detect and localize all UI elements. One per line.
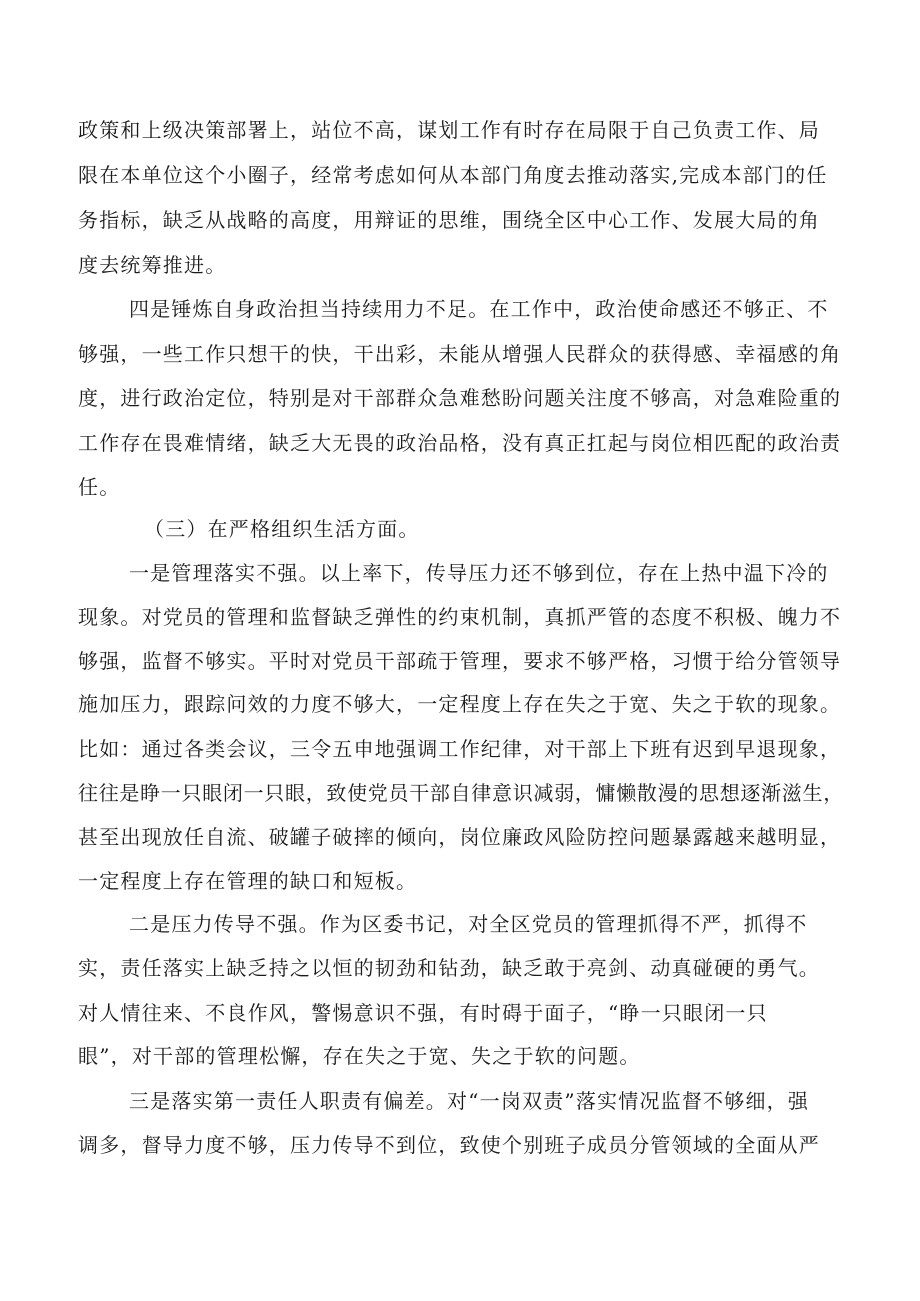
section-heading: （三）在严格组织生活方面。 (144, 517, 420, 541)
text-line: 工作存在畏难情绪，缺乏大无畏的政治品格，没有真正扛起与岗位相匹配的政治责 (78, 431, 842, 455)
text-line: 比如：通过各类会议，三令五申地强调工作纪律，对干部上下班有迟到早退现象， (78, 737, 842, 761)
text-line: 一是管理落实不强。以上率下，传导压力还不够到位，存在上热中温下冷的 (129, 561, 829, 585)
text-line: 务指标，缺乏从战略的高度，用辩证的思维，围绕全区中心工作、发展大局的角 (78, 208, 820, 232)
text-line: 现象。对党员的管理和监督缺乏弹性的约束机制，真抓严管的态度不积极、魄力不 (78, 605, 842, 629)
text-line: 往往是睁一只眼闭一只眼，致使党员干部自律意识减弱，慵懒散漫的思想逐渐滋生， (78, 781, 844, 805)
text-line: 甚至出现放任自流、破罐子破摔的倾向，岗位廉政风险防控问题暴露越来越明显， (78, 825, 842, 849)
text-line: 三是落实第一责任人职责有偏差。对“一岗双责”落实情况监督不够细，强 (129, 1089, 810, 1113)
text-line: 够强，一些工作只想干的快，干出彩，未能从增强人民群众的获得感、幸福感的角 (78, 342, 842, 366)
text-line: 眼”，对干部的管理松懈，存在失之于宽、失之于软的问题。 (78, 1044, 641, 1068)
text-line: 政策和上级决策部署上，站位不高，谋划工作有时存在局限于自己负责工作、局 (78, 118, 820, 142)
text-line: 一定程度上存在管理的缺口和短板。 (78, 869, 418, 893)
text-line: 四是锤炼自身政治担当持续用力不足。在工作中，政治使命感还不够正、不 (129, 297, 829, 321)
text-line: 二是压力传导不强。作为区委书记，对全区党员的管理抓得不严，抓得不 (129, 912, 808, 936)
text-line: 施加压力，跟踪问效的力度不够大，一定程度上存在失之于宽、失之于软的现象。 (78, 692, 842, 716)
text-line: 任。 (78, 475, 121, 499)
text-line: 度，进行政治定位，特别是对干部群众急难愁盼问题关注度不够高，对急难险重的 (78, 386, 842, 410)
text-line: 限在本单位这个小圈子，经常考虑如何从本部门角度去推动落实,完成本部门的任 (78, 163, 828, 187)
text-line: 调多，督导力度不够，压力传导不到位，致使个别班子成员分管领域的全面从严 (78, 1133, 820, 1157)
text-line: 度去统筹推进。 (78, 253, 227, 277)
text-line: 实，责任落实上缺乏持之以恒的韧劲和钻劲，缺乏敢于亮剑、动真碰硬的勇气。 (78, 956, 820, 980)
text-line: 对人情往来、不良作风，警惕意识不强，有时碍于面子，“睁一只眼闭一只 (78, 1001, 768, 1025)
text-line: 够强，监督不够实。平时对党员干部疏于管理，要求不够严格，习惯于给分管领导 (78, 649, 842, 673)
